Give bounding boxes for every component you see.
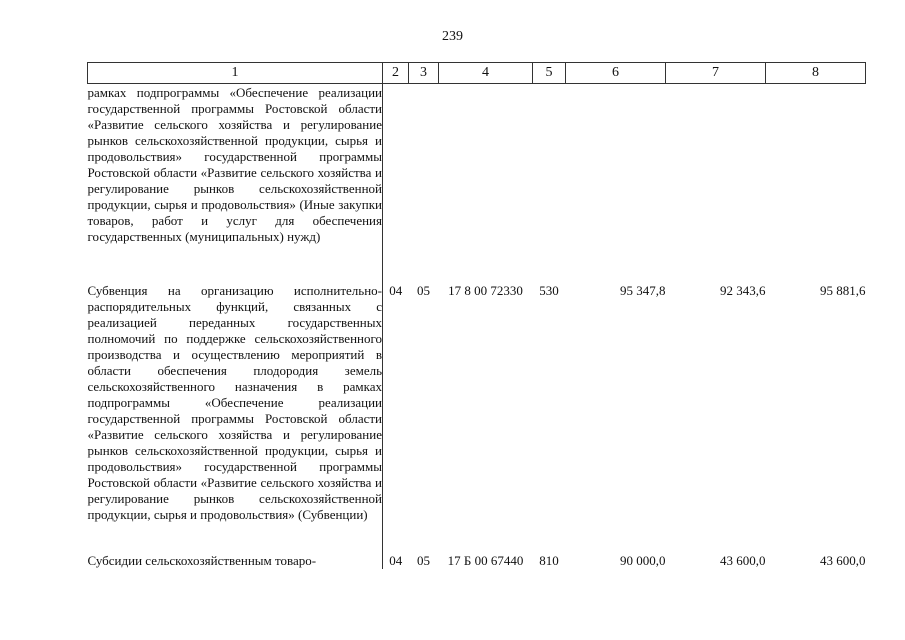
row-amount-col6: 95 347,8 [620, 283, 666, 298]
row-amount-col6 [566, 84, 666, 270]
table-row [88, 539, 866, 569]
column-header-8: 8 [766, 63, 866, 84]
row-target-article [439, 84, 533, 270]
row-amount-col7 [666, 84, 766, 270]
row-section: 04 [389, 553, 403, 568]
row-amount-col8 [766, 84, 866, 270]
row-amount-col7: 43 600,0 [720, 553, 766, 568]
column-header-5: 5 [533, 63, 566, 84]
row-amount-col6: 90 000,0 [620, 553, 666, 568]
header-row [88, 63, 866, 84]
budget-table [87, 62, 866, 569]
row-expense-type: 810 [539, 553, 559, 568]
row-amount-col8: 43 600,0 [820, 553, 866, 568]
table-row [88, 269, 866, 539]
column-header-2: 2 [383, 63, 409, 84]
row-amount-col7: 92 343,6 [720, 283, 766, 298]
row-expense-type: 530 [539, 283, 559, 298]
row-subsection: 05 [417, 553, 430, 568]
row-subsection: 05 [417, 283, 430, 298]
row-description: Субсидии сельскохозяйственным товаро- [88, 539, 383, 569]
row-section [383, 84, 409, 270]
row-amount-col8: 95 881,6 [820, 283, 866, 298]
page-number: 239 [442, 29, 463, 44]
row-description: Субвенция на организацию исполнительно-распорядительных функций, связанных с реализацией переданных государственных полномочий по поддержке сельскохозяйственного производства и осуществлению мероприятий в области обеспечения плодородия земель сельскохозяйственного назначения в рамках подпрограммы «Обеспечение реализации государственной программы Ростовской области «Развитие сельского хозяйства и регулирование рынков сельскохозяйственной продукции, сырья и продовольствия» государственной программы Ростовской области «Развитие сельского хозяйства и регулирование рынков сельскохозяйственной продукции, сырья и продовольствия» (Субвенции) [88, 269, 383, 539]
column-header-3: 3 [409, 63, 439, 84]
row-target-article: 17 Б 00 67440 [447, 553, 524, 568]
row-subsection [409, 84, 439, 270]
table-row [88, 84, 866, 270]
row-target-article: 17 8 00 72330 [448, 283, 523, 298]
column-header-7: 7 [666, 63, 766, 84]
column-header-6: 6 [566, 63, 666, 84]
row-description: рамках подпрограммы «Обеспечение реализации государственной программы Ростовской области «Развитие сельского хозяйства и регулирование рынков сельскохозяйственной продукции, сырья и продовольствия» государственной программы Ростовской области «Развитие сельского хозяйства и регулирование рынков сельскохозяйственной продукции, сырья и продовольствия» (Иные закупки товаров, работ и услуг для обеспечения государственных (муниципальных) нужд) [88, 84, 383, 270]
row-section: 04 [389, 283, 403, 298]
column-header-4: 4 [439, 63, 533, 84]
column-header-1: 1 [88, 63, 383, 84]
row-expense-type [533, 84, 566, 270]
